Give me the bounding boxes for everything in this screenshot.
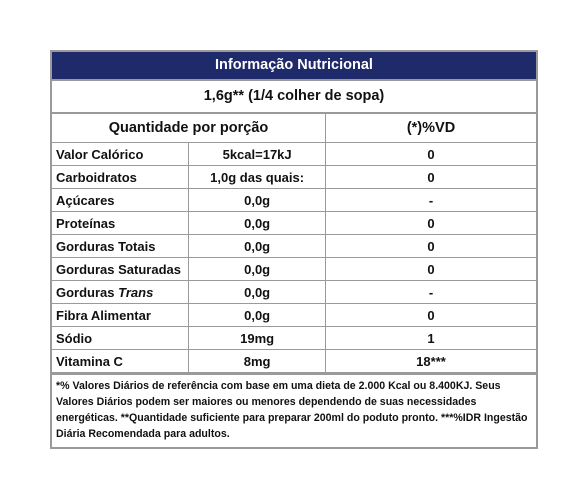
quantity-header: Quantidade por porção xyxy=(52,114,326,143)
nutrient-amount: 0,0g xyxy=(189,258,326,281)
table-row xyxy=(52,304,536,327)
nutrient-vd: 0 xyxy=(326,304,537,327)
nutrient-name: Fibra Alimentar xyxy=(52,304,189,327)
nutrient-amount: 5kcal=17kJ xyxy=(189,143,326,166)
nutrient-amount: 0,0g xyxy=(189,212,326,235)
nutrient-vd: 1 xyxy=(326,327,537,350)
nutrient-name: Proteínas xyxy=(52,212,189,235)
table-row xyxy=(52,258,536,281)
nutrient-vd: - xyxy=(326,189,537,212)
nutrient-name-italic: Trans xyxy=(118,284,154,300)
nutrient-amount: 0,0g xyxy=(189,189,326,212)
nutrient-amount: 1,0g das quais: xyxy=(189,166,326,189)
nutrient-amount: 0,0g xyxy=(189,235,326,258)
table-row xyxy=(52,281,536,304)
nutrient-name: Açúcares xyxy=(52,189,189,212)
table-row xyxy=(52,143,536,166)
nutrient-vd: 18*** xyxy=(326,350,537,373)
table-row xyxy=(52,350,536,373)
nutrient-name: Gorduras Totais xyxy=(52,235,189,258)
nutrient-name: Vitamina C xyxy=(52,350,189,373)
table-row xyxy=(52,166,536,189)
footnote: *% Valores Diários de referência com base em uma dieta de 2.000 Kcal ou 8.400KJ. Seus Valores Diários podem ser maiores ou menores dependendo de suas necessidades energéticas. **Quantidade suficiente para preparar 200ml do poduto pronto. ***%IDR Ingestão Diária Recomendada para adultos. xyxy=(52,373,536,447)
nutrient-vd: 0 xyxy=(326,143,537,166)
nutrient-amount: 8mg xyxy=(189,350,326,373)
nutrient-vd: 0 xyxy=(326,258,537,281)
panel-title: Informação Nutricional xyxy=(52,52,536,79)
nutrient-name: Carboidratos xyxy=(52,166,189,189)
table-row xyxy=(52,235,536,258)
nutrient-vd: 0 xyxy=(326,166,537,189)
nutrient-vd: 0 xyxy=(326,212,537,235)
table-row xyxy=(52,212,536,235)
nutrient-vd: 0 xyxy=(326,235,537,258)
table-header-row xyxy=(52,114,536,143)
nutrient-name: Gorduras Saturadas xyxy=(52,258,189,281)
table-row xyxy=(52,189,536,212)
serving-size: 1,6g** (1/4 colher de sopa) xyxy=(52,79,536,114)
nutrient-name: Valor Calórico xyxy=(52,143,189,166)
nutrition-table xyxy=(52,114,536,373)
vd-header: (*)%VD xyxy=(326,114,537,143)
nutrient-amount: 0,0g xyxy=(189,304,326,327)
nutrient-vd: - xyxy=(326,281,537,304)
nutrient-name-main: Gorduras xyxy=(56,284,115,300)
nutrition-facts-panel xyxy=(50,50,538,449)
nutrient-amount: 19mg xyxy=(189,327,326,350)
nutrient-amount: 0,0g xyxy=(189,281,326,304)
nutrient-name xyxy=(52,281,189,304)
table-row xyxy=(52,327,536,350)
nutrient-name: Sódio xyxy=(52,327,189,350)
